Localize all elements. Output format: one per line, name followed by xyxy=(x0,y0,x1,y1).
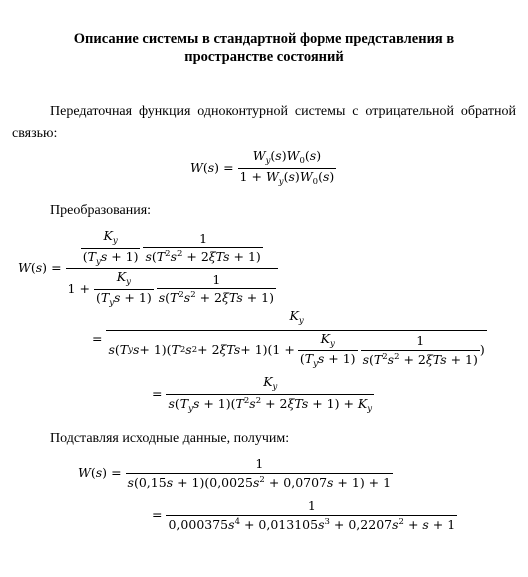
equation-transform-step-1: W ( s ) = $\frac{K_y}{(T_ys + 1)}$ $\frac{1}{s(T^2s^2 + 2\xi Ts + 1)}$ 1 + $\frac{K_y}{(T_ys + 1)}$ $\frac{1}{s(T^2s^2 + 2\xi Ts + 1)}$ xyxy=(18,230,278,307)
equation-transform-result: = $\frac{K_y}{s(T_ys + 1)(T^2s^2 + 2\xi Ts + 1) + K_y}$ xyxy=(152,374,373,414)
equation-numeric-1: W ( s ) = $\frac{1}{s(0,15s + 1)(0,0025s^2 + 0,0707s + 1) + 1}$ xyxy=(78,456,392,490)
equation-transfer-function: W ( s ) = $\frac{W_y(s)W_0(s)}{1 + W_y(s)W_0(s)}$ xyxy=(190,148,335,187)
equation-transform-step-2: = $K_y$ s ( T y s + 1)( T 2 s 2 + 2 ξTs + 1)(1 + $\frac{K_y}{(T_ys + 1)}$ $\frac{1}{s(T^2s^2 + 2\xi Ts + 1)}$ ) xyxy=(92,308,485,369)
transformations-label: Преобразования: xyxy=(50,203,152,218)
intro-paragraph-line-1: Передаточная функция одноконтурной системы с отрицательной обратной xyxy=(50,104,516,119)
title-line-2: пространстве состояний xyxy=(184,49,344,65)
intro-paragraph-line-2: связью: xyxy=(12,126,58,141)
document-title xyxy=(0,30,528,66)
substitution-label: Подставляя исходные данные, получим: xyxy=(50,431,290,446)
equation-numeric-2: = $\frac{1}{0,000375s^4 + 0,013105s^3 + 0,2207s^2 + s + 1}$ xyxy=(152,498,456,532)
title-line-1: Описание системы в стандартной форме представления в xyxy=(73,31,455,47)
